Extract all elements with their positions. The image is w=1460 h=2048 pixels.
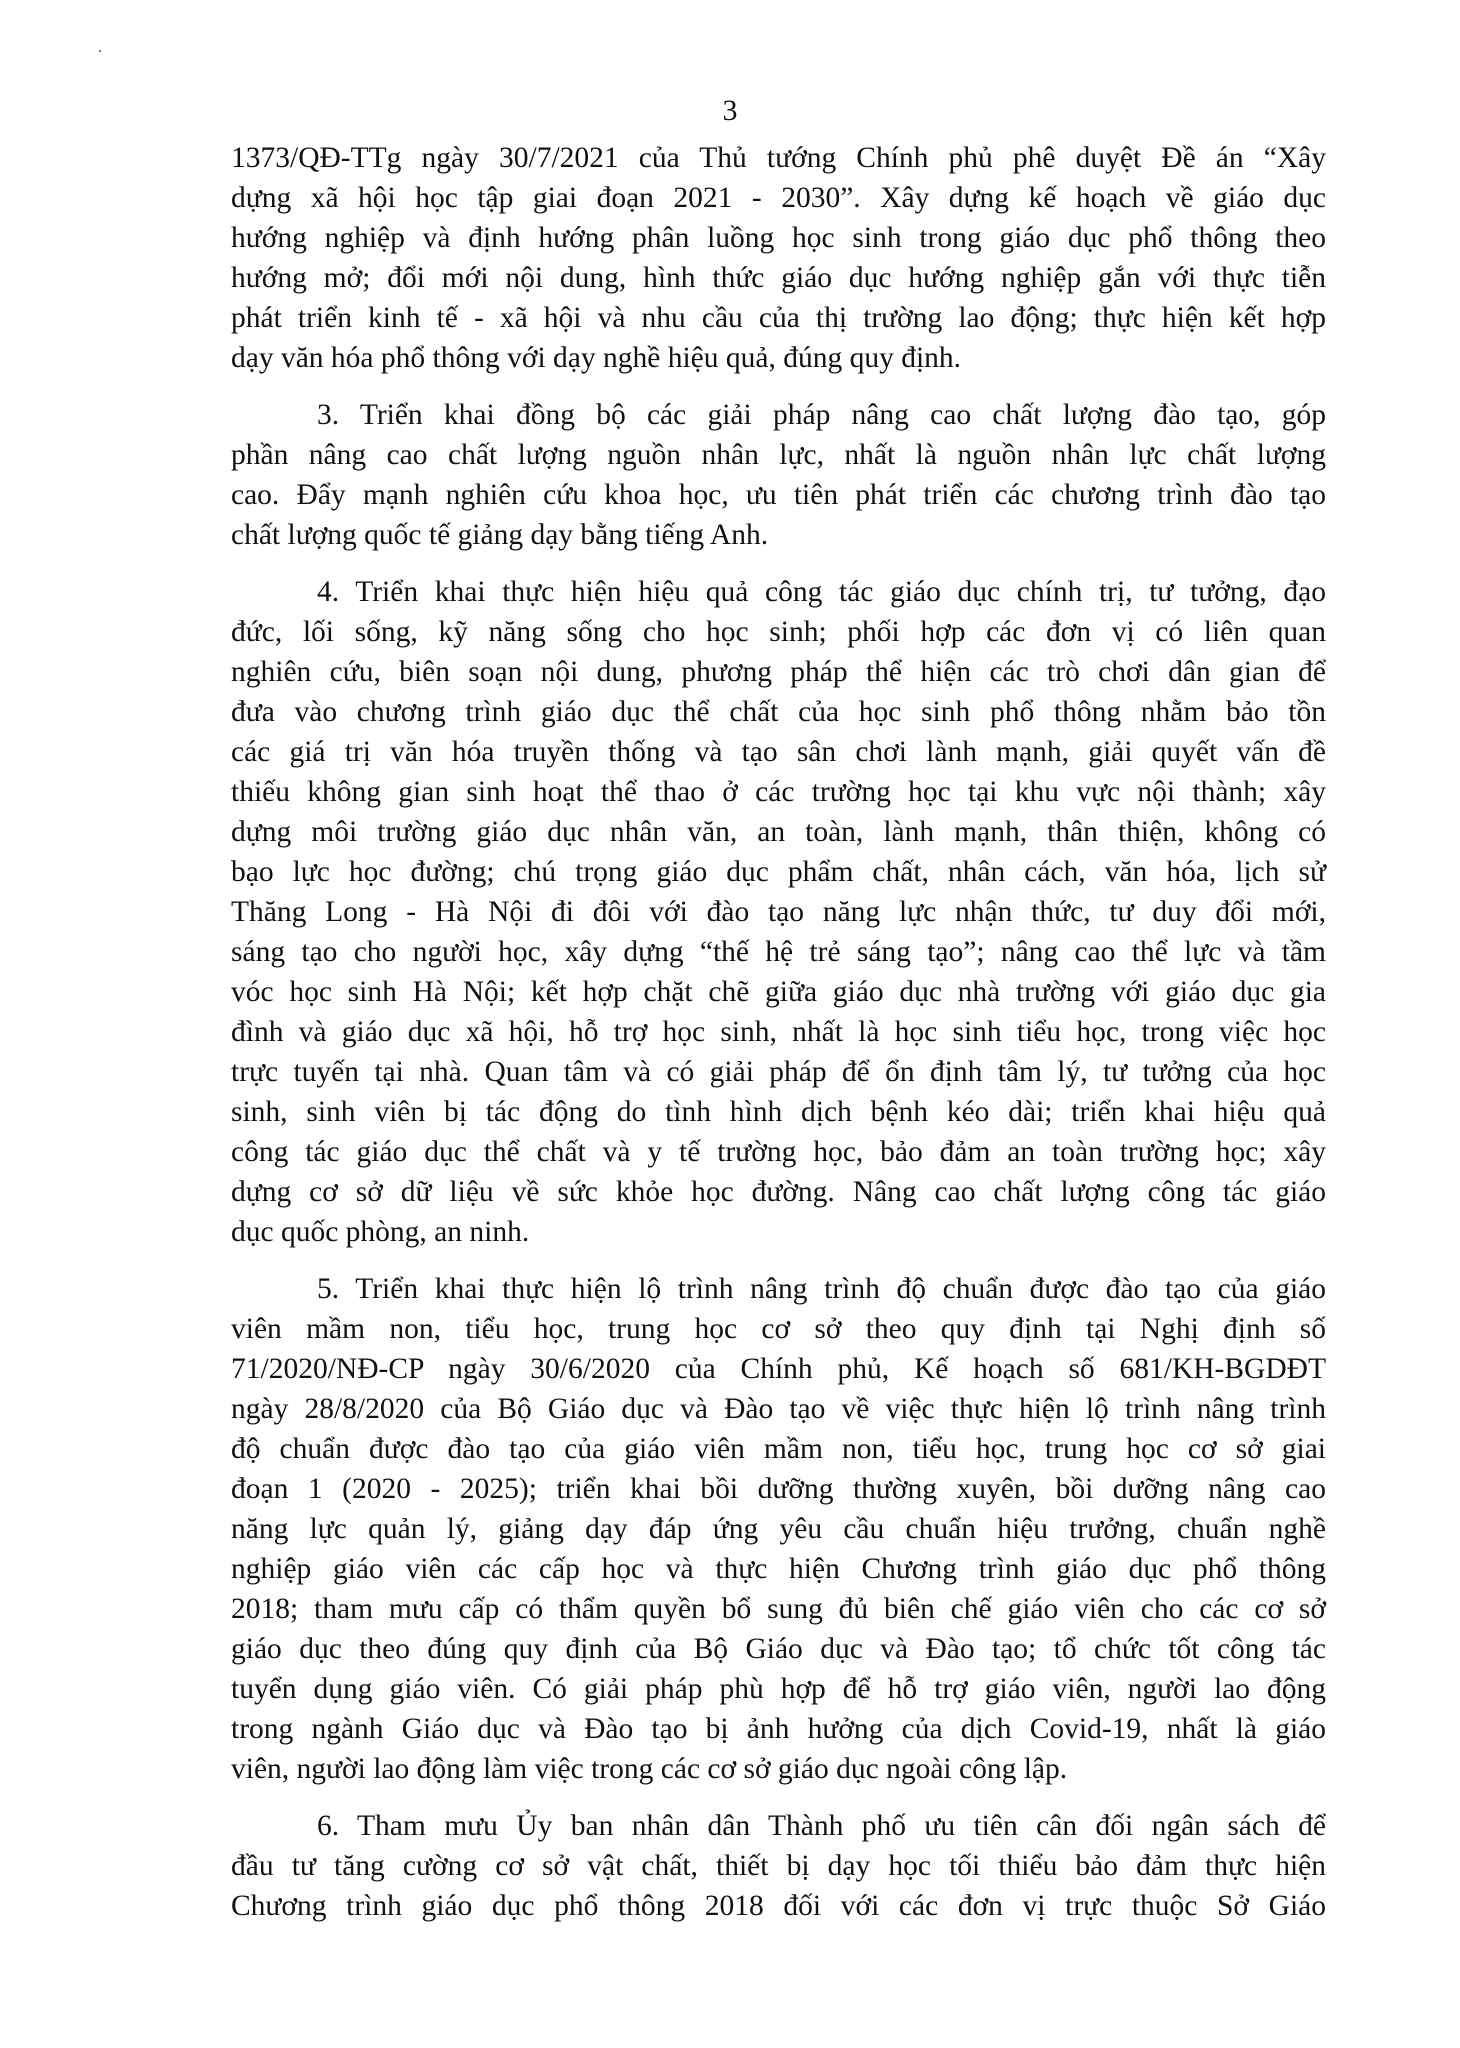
text-line: 71/2020/NĐ-CP ngày 30/6/2020 của Chính phủ, Kế hoạch số 681/KH-BGDĐT <box>231 1353 1326 1385</box>
text-line: chất lượng quốc tế giảng dạy bằng tiếng Anh. <box>231 519 769 551</box>
paragraph-item-5 <box>231 1269 1326 1789</box>
text-line: dựng cơ sở dữ liệu về sức khỏe học đường. Nâng cao chất lượng công tác giáo <box>231 1176 1326 1208</box>
text-line: bạo lực học đường; chú trọng giáo dục phẩm chất, nhân cách, văn hóa, lịch sử <box>231 856 1326 888</box>
document-body <box>231 138 1326 1943</box>
scan-artifact <box>99 50 101 52</box>
text-line: 3. Triển khai đồng bộ các giải pháp nâng cao chất lượng đào tạo, góp <box>317 399 1326 431</box>
text-line: đức, lối sống, kỹ năng sống cho học sinh; phối hợp các đơn vị có liên quan <box>231 616 1326 648</box>
text-line: đầu tư tăng cường cơ sở vật chất, thiết bị dạy học tối thiểu bảo đảm thực hiện <box>231 1850 1326 1882</box>
text-line: dựng môi trường giáo dục nhân văn, an toàn, lành mạnh, thân thiện, không có <box>231 816 1326 848</box>
text-line: Chương trình giáo dục phổ thông 2018 đối với các đơn vị trực thuộc Sở Giáo <box>231 1890 1326 1922</box>
text-line: dạy văn hóa phổ thông với dạy nghề hiệu quả, đúng quy định. <box>231 342 962 374</box>
text-line: vóc học sinh Hà Nội; kết hợp chặt chẽ giữa giáo dục nhà trường với giáo dục gia <box>231 976 1326 1008</box>
text-line: phát triển kinh tế - xã hội và nhu cầu của thị trường lao động; thực hiện kết hợp <box>231 302 1326 334</box>
text-line: năng lực quản lý, giảng dạy đáp ứng yêu cầu chuẩn hiệu trưởng, chuẩn nghề <box>231 1513 1326 1545</box>
text-line: dựng xã hội học tập giai đoạn 2021 - 2030”. Xây dựng kế hoạch về giáo dục <box>231 182 1326 214</box>
text-line: đưa vào chương trình giáo dục thể chất của học sinh phổ thông nhằm bảo tồn <box>231 696 1326 728</box>
paragraph-item-3 <box>231 395 1326 555</box>
paragraph-item-4 <box>231 572 1326 1252</box>
text-line: cao. Đẩy mạnh nghiên cứu khoa học, ưu tiên phát triển các chương trình đào tạo <box>231 479 1326 511</box>
text-line: 5. Triển khai thực hiện lộ trình nâng trình độ chuẩn được đào tạo của giáo <box>317 1273 1326 1305</box>
text-line: ngày 28/8/2020 của Bộ Giáo dục và Đào tạo về việc thực hiện lộ trình nâng trình <box>231 1393 1326 1425</box>
text-line: viên, người lao động làm việc trong các cơ sở giáo dục ngoài công lập. <box>231 1753 1068 1785</box>
page-number: 3 <box>722 94 738 127</box>
text-line: nghiên cứu, biên soạn nội dung, phương pháp thể hiện các trò chơi dân gian để <box>231 656 1326 688</box>
text-line: nghiệp giáo viên các cấp học và thực hiện Chương trình giáo dục phổ thông <box>231 1553 1326 1585</box>
paragraph-item-6 <box>231 1806 1326 1926</box>
text-line: sáng tạo cho người học, xây dựng “thế hệ trẻ sáng tạo”; nâng cao thể lực và tầm <box>231 936 1326 968</box>
text-line: thiếu không gian sinh hoạt thể thao ở các trường học tại khu vực nội thành; xây <box>231 776 1326 808</box>
text-line: trong ngành Giáo dục và Đào tạo bị ảnh hưởng của dịch Covid-19, nhất là giáo <box>231 1713 1326 1745</box>
text-line: công tác giáo dục thể chất và y tế trường học, bảo đảm an toàn trường học; xây <box>231 1136 1326 1168</box>
text-line: dục quốc phòng, an ninh. <box>231 1216 530 1248</box>
paragraph-continuation <box>231 138 1326 378</box>
text-line: độ chuẩn được đào tạo của giáo viên mầm non, tiểu học, trung học cơ sở giai <box>231 1433 1326 1465</box>
text-line: trực tuyến tại nhà. Quan tâm và có giải pháp để ổn định tâm lý, tư tưởng của học <box>231 1056 1326 1088</box>
text-line: Thăng Long - Hà Nội đi đôi với đào tạo năng lực nhận thức, tư duy đổi mới, <box>231 896 1326 928</box>
text-line: phần nâng cao chất lượng nguồn nhân lực, nhất là nguồn nhân lực chất lượng <box>231 439 1326 471</box>
text-line: tuyển dụng giáo viên. Có giải pháp phù hợp để hỗ trợ giáo viên, người lao động <box>231 1673 1326 1705</box>
text-line: 2018; tham mưu cấp có thẩm quyền bổ sung đủ biên chế giáo viên cho các cơ sở <box>231 1593 1326 1625</box>
text-line: hướng mở; đổi mới nội dung, hình thức giáo dục hướng nghiệp gắn với thực tiễn <box>231 262 1326 294</box>
text-line: sinh, sinh viên bị tác động do tình hình dịch bệnh kéo dài; triển khai hiệu quả <box>231 1096 1326 1128</box>
text-line: 4. Triển khai thực hiện hiệu quả công tác giáo dục chính trị, tư tưởng, đạo <box>317 576 1326 608</box>
text-line: 6. Tham mưu Ủy ban nhân dân Thành phố ưu tiên cân đối ngân sách để <box>317 1810 1326 1842</box>
text-line: các giá trị văn hóa truyền thống và tạo sân chơi lành mạnh, giải quyết vấn đề <box>231 736 1326 768</box>
text-line: 1373/QĐ-TTg ngày 30/7/2021 của Thủ tướng Chính phủ phê duyệt Đề án “Xây <box>231 142 1326 174</box>
text-line: hướng nghiệp và định hướng phân luồng học sinh trong giáo dục phổ thông theo <box>231 222 1326 254</box>
text-line: đoạn 1 (2020 - 2025); triển khai bồi dưỡng thường xuyên, bồi dưỡng nâng cao <box>231 1473 1326 1505</box>
text-line: giáo dục theo đúng quy định của Bộ Giáo dục và Đào tạo; tổ chức tốt công tác <box>231 1633 1326 1665</box>
text-line: đình và giáo dục xã hội, hỗ trợ học sinh, nhất là học sinh tiểu học, trong việc học <box>231 1016 1326 1048</box>
text-line: viên mầm non, tiểu học, trung học cơ sở theo quy định tại Nghị định số <box>231 1313 1326 1345</box>
